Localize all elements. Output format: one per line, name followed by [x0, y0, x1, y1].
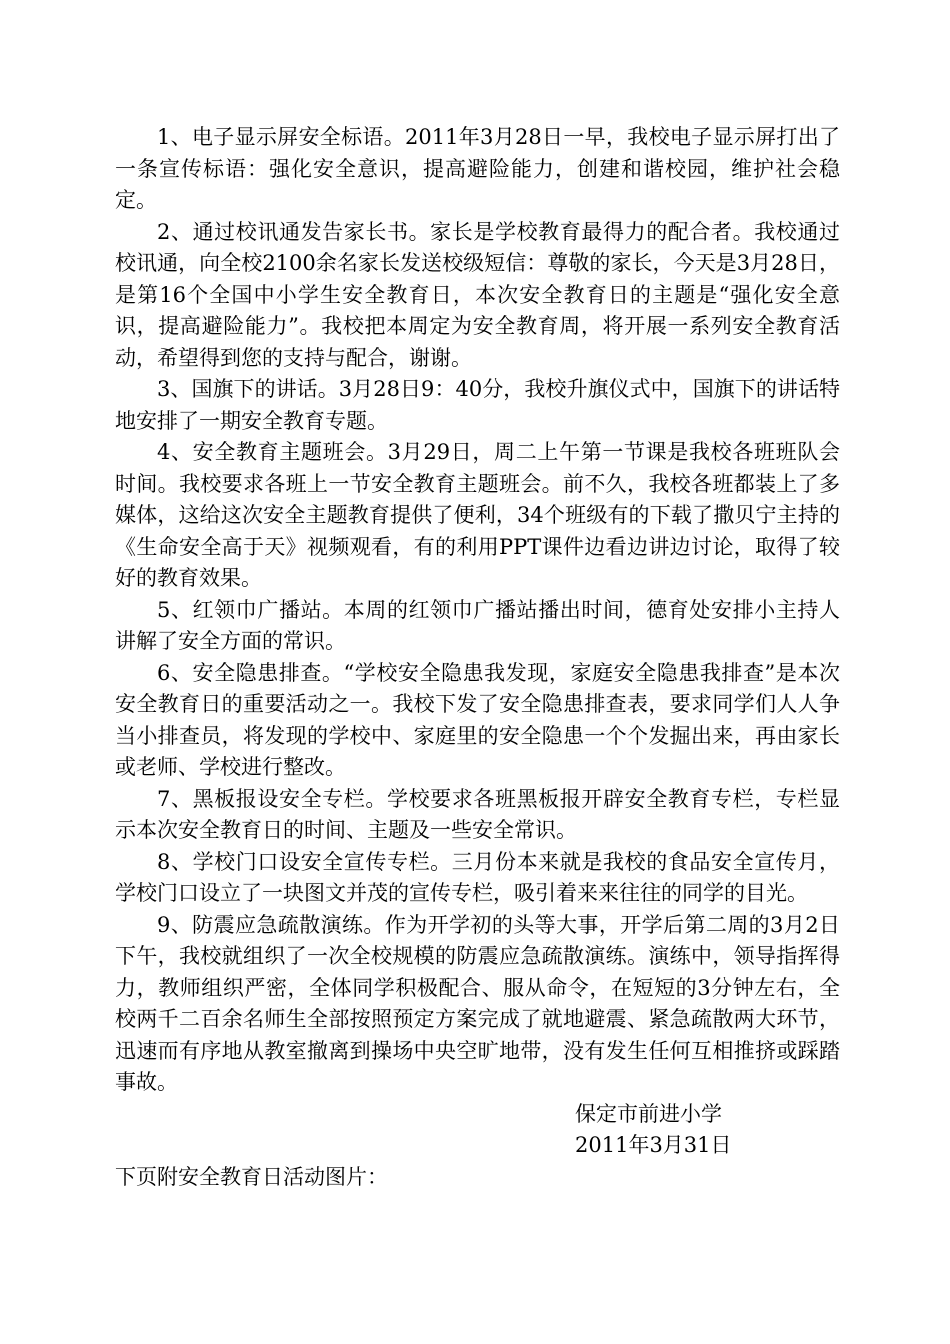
paragraph-2: 2、通过校讯通发告家长书。家长是学校教育最得力的配合者。我校通过校讯通，向全校2100余名家长发送校级短信：尊敬的家长，今天是3月28日，是第16个全国中小学生安全教育日，本次安全教育日的主题是“强化安全意识，提高避险能力”。我校把本周定为安全教育周，将开展一系列安全教育活动，希望得到您的支持与配合，谢谢。 [115, 219, 840, 370]
paragraph-8: 8、学校门口设安全宣传专栏。三月份本来就是我校的食品安全宣传月，学校门口设立了一块图文并茂的宣传专栏，吸引着来来往往的同学的目光。 [115, 849, 840, 905]
appendix-note: 下页附安全教育日活动图片： [115, 1164, 388, 1189]
paragraph-5: 5、红领巾广播站。本周的红领巾广播站播出时间，德育处安排小主持人讲解了安全方面的常识。 [115, 597, 840, 653]
paragraph-9: 9、防震应急疏散演练。作为开学初的头等大事，开学后第二周的3月2日下午，我校就组织了一次全校规模的防震应急疏散演练。演练中，领导指挥得力，教师组织严密，全体同学积极配合、服从命令，在短短的3分钟左右，全校两千二百余名师生全部按照预定方案完成了就地避震、紧急疏散两大环节，迅速而有序地从教室撤离到操场中央空旷地带，没有发生任何互相推挤或踩踏事故。 [115, 912, 840, 1094]
paragraph-3: 3、国旗下的讲话。3月28日9：40分，我校升旗仪式中，国旗下的讲话特地安排了一期安全教育专题。 [115, 377, 840, 433]
document-body [115, 122, 840, 1193]
paragraph-4: 4、安全教育主题班会。3月29日，周二上午第一节课是我校各班班队会时间。我校要求各班上一节安全教育主题班会。前不久，我校各班都装上了多媒体，这给这次安全主题教育提供了便利，34个班级有的下载了撒贝宁主持的《生命安全高于天》视频观看，有的利用PPT课件边看边讲边讨论，取得了较好的教育效果。 [115, 440, 840, 590]
paragraph-7: 7、黑板报设安全专栏。学校要求各班黑板报开辟安全教育专栏，专栏显示本次安全教育日的时间、主题及一些安全常识。 [115, 786, 840, 842]
paragraph-1: 1、电子显示屏安全标语。2011年3月28日一早，我校电子显示屏打出了一条宣传标语：强化安全意识，提高避险能力，创建和谐校园，维护社会稳定。 [115, 125, 840, 212]
paragraph-6: 6、安全隐患排查。“学校安全隐患我发现，家庭安全隐患我排查”是本次安全教育日的重要活动之一。我校下发了安全隐患排查表，要求同学们人人争当小排查员，将发现的学校中、家庭里的安全隐患一个个发掘出来，再由家长或老师、学校进行整改。 [115, 660, 840, 779]
signature-org: 保定市前进小学 [575, 1101, 722, 1126]
signature-date: 2011年3月31日 [575, 1133, 732, 1157]
